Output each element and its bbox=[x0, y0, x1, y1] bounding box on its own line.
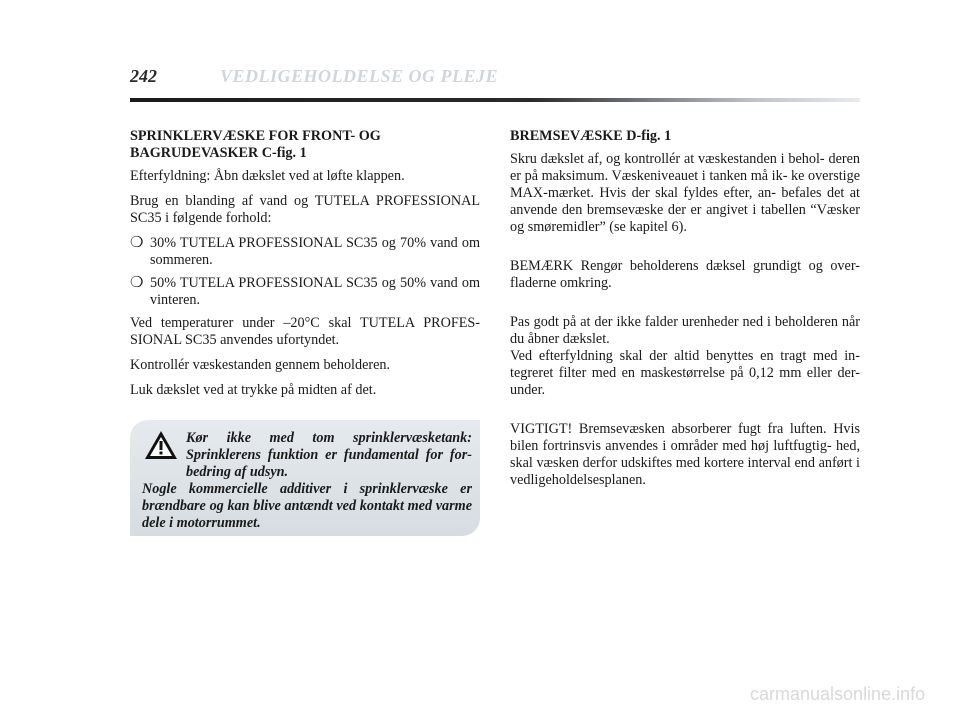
warning-text-2: Nogle kommercielle additiver i sprinklervæske er brændbare og kan blive antændt ved kontakt med varme dele i motorrummet. bbox=[142, 481, 472, 531]
check-level-note: Kontrollér væskestanden gennem beholderen. bbox=[130, 357, 391, 373]
important-note: VIGTIGT! Bremsevæsken absorberer fugt fra luften. Hvis bilen fortrinsvis anvendes i områder med høj luftfugtig- hed, skal væsken derfor udskiftes med kortere interval end anført i vedligeholdelsesplanen. bbox=[510, 421, 860, 488]
heading-line-1: SPRINKLERVÆSKE FOR FRONT- OG bbox=[130, 128, 381, 144]
mixture-instruction: Brug en blanding af vand og TUTELA PROFESSIONAL SC35 i følgende forhold: bbox=[130, 193, 480, 226]
list-item-winter bbox=[130, 275, 480, 309]
heading-line-2: BAGRUDEVASKER C-fig. 1 bbox=[130, 145, 307, 161]
chapter-title: VEDLIGEHOLDELSE OG PLEJE bbox=[220, 66, 499, 86]
warning-text bbox=[142, 430, 472, 532]
page-number: 242 bbox=[130, 66, 157, 86]
page-header bbox=[130, 66, 860, 106]
funnel-note: Ved efterfyldning skal der altid benyttes en tragt med in- tegreret filter med en maskestørrelse på 0,12 mm eller der- under. bbox=[510, 348, 860, 398]
low-temp-note: Ved temperaturer under –20°C skal TUTELA PROFES- SIONAL SC35 anvendes ufortyndet. bbox=[130, 315, 480, 348]
list-item-text: 50% TUTELA PROFESSIONAL SC35 og 50% vand om vinteren. bbox=[150, 275, 480, 308]
impurity-note: Pas godt på at der ikke falder urenheder ned i beholderen når du åbner dækslet. bbox=[510, 314, 860, 347]
right-column bbox=[510, 128, 860, 497]
warning-text-1: Kør ikke med tom sprinklervæsketank: Sprinklerens funktion er fundamental for for- bedring af udsyn. bbox=[186, 430, 472, 480]
close-cap-note: Luk dækslet ved at trykke på midten af det. bbox=[130, 382, 377, 398]
header-rule bbox=[130, 98, 860, 102]
list-item-text: 30% TUTELA PROFESSIONAL SC35 og 70% vand om sommeren. bbox=[150, 235, 480, 268]
list-item-summer bbox=[130, 235, 480, 269]
warning-box bbox=[130, 420, 480, 536]
brake-fluid-check: Skru dækslet af, og kontrollér at væskestanden i behol- deren er på maksimum. Væskeniveauet i tanken må ik- ke overstige MAX-mærket. Hvis der skal fyldes efter, an- befales det at anvende den bremsevæske der er angivet i tabellen “Væsker og smøremidler” (se kapitel 6). bbox=[510, 151, 860, 235]
refill-instruction: Efterfyldning: Åbn dækslet ved at løfte klappen. bbox=[130, 168, 405, 184]
watermark: carmanualsonline.info bbox=[750, 684, 926, 704]
cleaning-note: BEMÆRK Rengør beholderens dæksel grundigt og over- fladerne omkring. bbox=[510, 258, 860, 291]
bullet-icon: ❍ bbox=[130, 235, 144, 251]
washer-fluid-heading bbox=[130, 128, 480, 162]
brake-fluid-heading: BREMSEVÆSKE D-fig. 1 bbox=[510, 128, 672, 144]
left-column bbox=[130, 128, 480, 407]
bullet-icon: ❍ bbox=[130, 275, 144, 291]
